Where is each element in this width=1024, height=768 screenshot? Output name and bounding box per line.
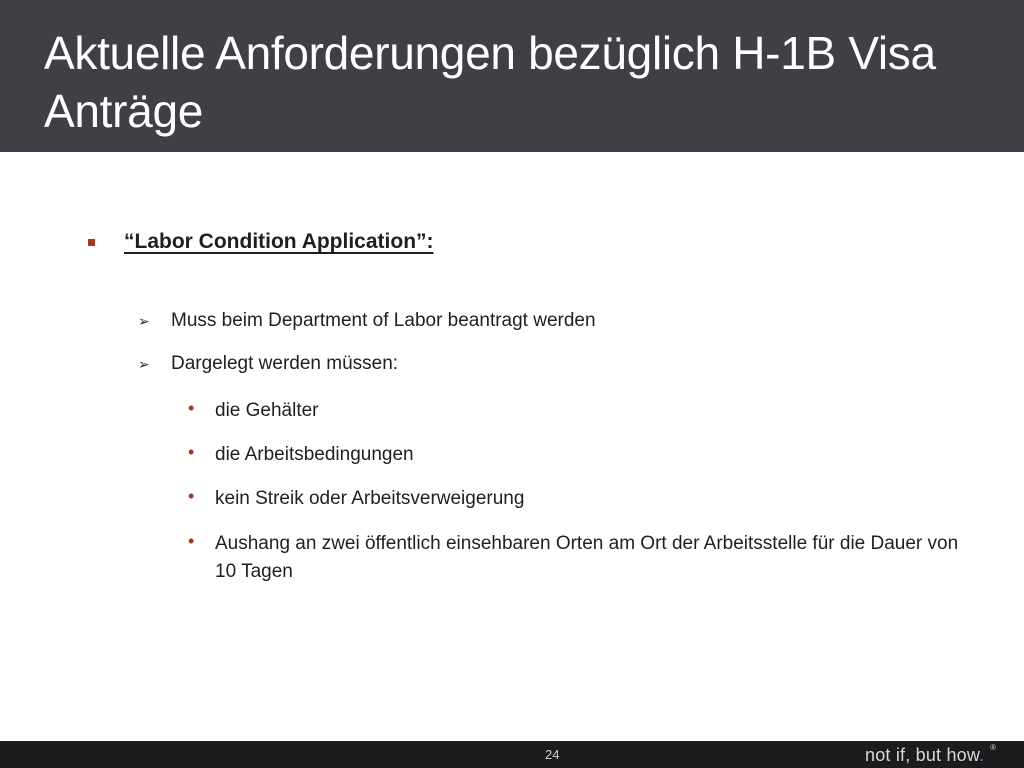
bullet-level2-label: Muss beim Department of Labor beantragt werden: [171, 310, 596, 331]
brand-logo: [865, 743, 997, 766]
brand-dot: .: [979, 745, 985, 765]
registered-mark: ®: [990, 743, 997, 752]
round-bullet-icon: •: [188, 486, 195, 506]
page-number: 24: [545, 747, 560, 762]
bullet-level2-label: Dargelegt werden müssen:: [171, 353, 399, 374]
bullet-level3-label: kein Streik oder Arbeitsverweigerung: [215, 488, 525, 509]
bullet-level1-label: “Labor Condition Application”:: [124, 230, 434, 253]
arrow-bullet-icon: ➢: [138, 313, 150, 329]
slide-title: Aktuelle Anforderungen bezüglich H-1B Visa Anträge: [44, 27, 936, 137]
square-bullet-icon: [88, 239, 95, 246]
round-bullet-icon: •: [188, 442, 195, 462]
brand-text: not if, but how: [865, 745, 980, 765]
arrow-bullet-icon: ➢: [138, 356, 150, 372]
round-bullet-icon: •: [188, 531, 195, 551]
footer-bar: [0, 741, 1024, 768]
bullet-level3-label: die Gehälter: [215, 400, 319, 421]
round-bullet-icon: •: [188, 398, 195, 418]
bullet-level3-label: die Arbeitsbedingungen: [215, 444, 414, 465]
bullet-level3-label: Aushang an zwei öffentlich einsehbaren Orten am Ort der Arbeitsstelle für die Dauer von 10 Tagen: [215, 533, 959, 582]
